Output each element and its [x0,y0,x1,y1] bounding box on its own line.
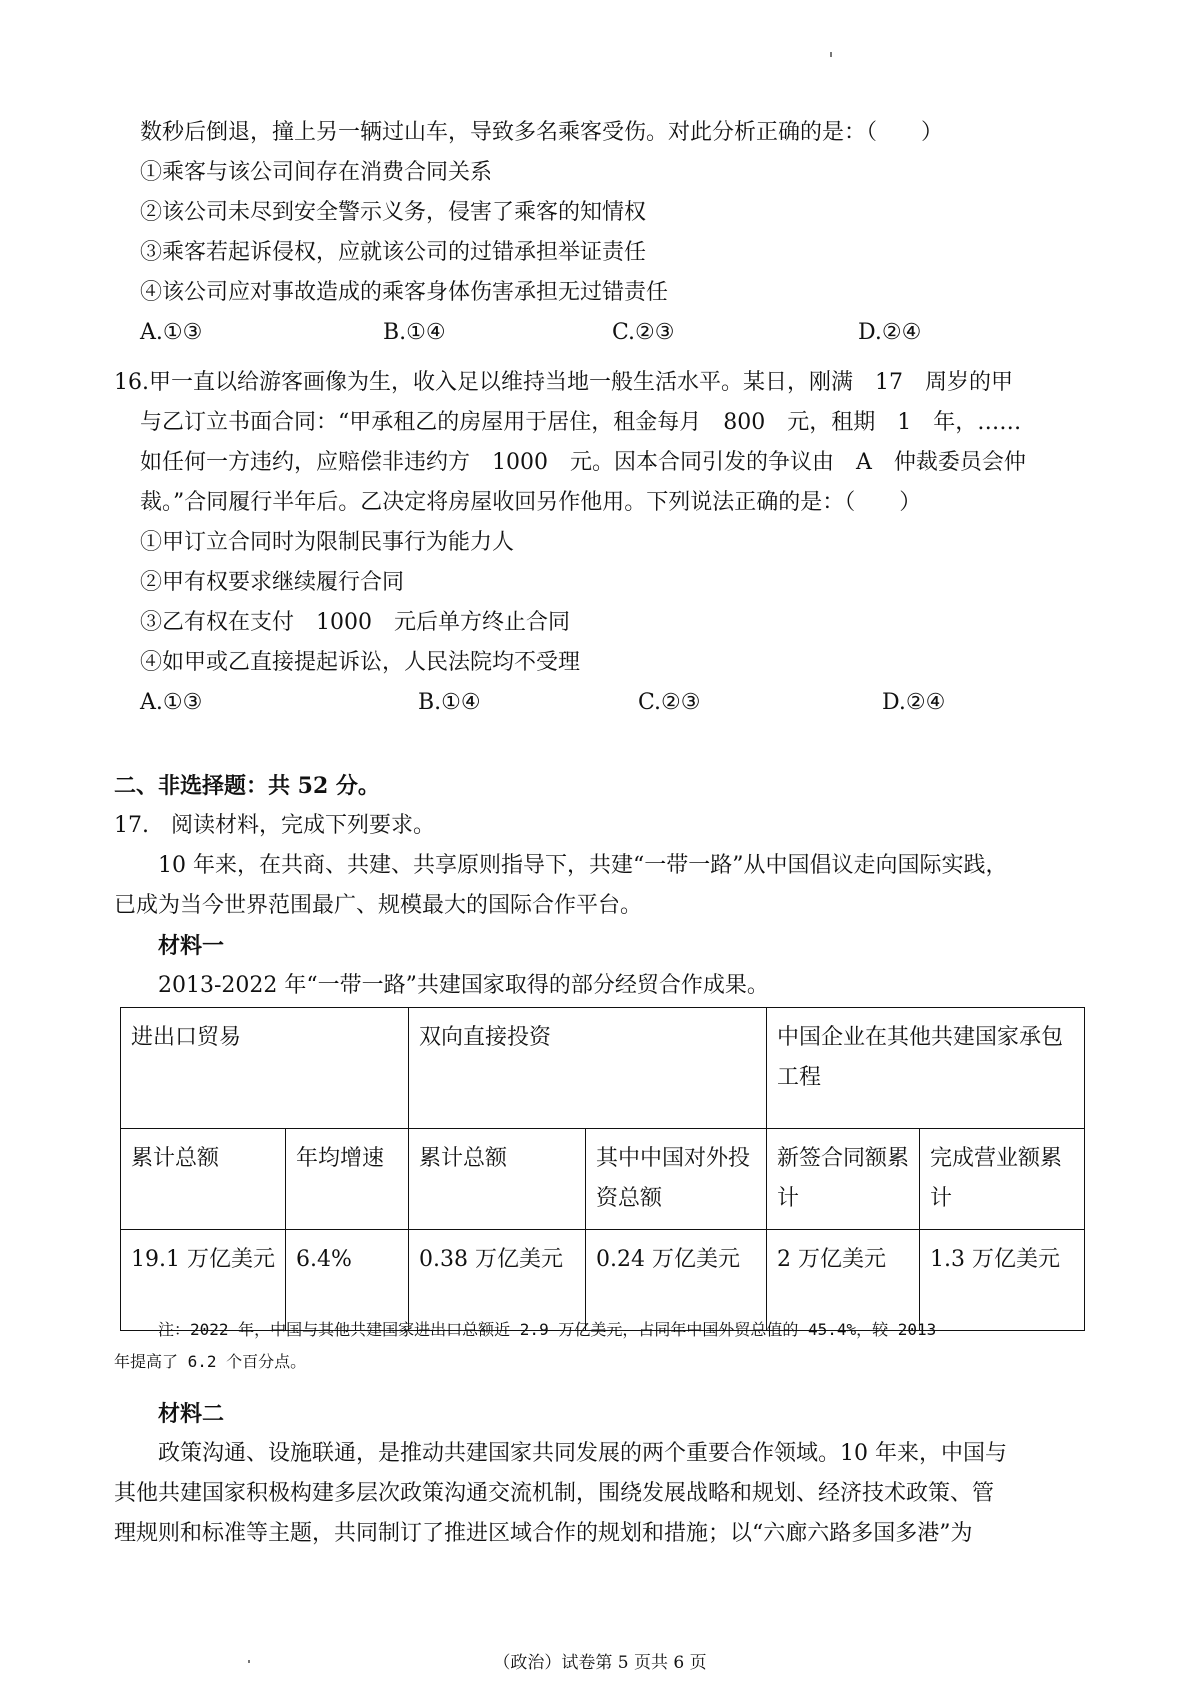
q15-option-a: A.①③ [140,320,203,345]
q16-item-3: ③乙有权在支付 1000 元后单方终止合同 [140,610,570,635]
table-note-2: 年提高了 6.2 个百分点。 [114,1352,307,1371]
table-value-cell: 6.4% [286,1230,409,1331]
material1-caption: 2013-2022 年“一带一路”共建国家取得的部分经贸合作成果。 [158,973,769,998]
table-row [121,1008,1085,1129]
material2-para-1: 政策沟通、设施联通，是推动共建国家共同发展的两个重要合作领域。10 年来，中国与 [158,1441,1007,1466]
table-group-investment: 双向直接投资 [409,1008,767,1129]
material2-para-2: 其他共建国家积极构建多层次政策沟通交流机制，围绕发展战略和规划、经济技术政策、管 [114,1481,995,1506]
q16-item-2: ②甲有权要求继续履行合同 [140,570,405,595]
results-table [120,1007,1085,1331]
table-row [121,1129,1085,1230]
table-group-contracting: 中国企业在其他共建国家承包工程 [767,1008,1085,1129]
q15-item-4: ④该公司应对事故造成的乘客身体伤害承担无过错责任 [140,280,669,305]
q17-para-2: 已成为当今世界范围最广、规模最大的国际合作平台。 [114,893,643,918]
q16-stem-3: 如任何一方违约，应赔偿非违约方 1000 元。因本合同引发的争议由 A 仲裁委员会仲 [140,450,1026,475]
table-note-1: 注：2022 年，中国与其他共建国家进出口总额近 2.9 万亿美元，占同年中国外贸总值的 45.4%，较 2013 [158,1320,937,1339]
q16-item-1: ①甲订立合同时为限制民事行为能力人 [140,530,515,555]
table-value-cell: 19.1 万亿美元 [121,1230,286,1331]
table-header-cell: 完成营业额累计 [920,1129,1085,1230]
table-header-cell: 新签合同额累计 [767,1129,920,1230]
q16-stem-1: 16.甲一直以给游客画像为生，收入足以维持当地一般生活水平。某日，刚满 17 周岁的甲 [114,370,1013,395]
q16-item-4: ④如甲或乙直接提起诉讼，人民法院均不受理 [140,650,581,675]
table-value-cell: 1.3 万亿美元 [920,1230,1085,1331]
q15-item-1: ①乘客与该公司间存在消费合同关系 [140,160,493,185]
q16-option-a: A.①③ [140,690,203,715]
material2-label: 材料二 [158,1401,225,1427]
q17-para-1: 10 年来，在共商、共建、共享原则指导下，共建“一带一路”从中国倡议走向国际实践， [158,853,1008,878]
q16-option-b: B.①④ [418,690,481,715]
material1-label: 材料一 [158,933,225,959]
section-heading: 二、非选择题：共 52 分。 [114,773,380,799]
q16-stem-4: 裁。”合同履行半年后。乙决定将房屋收回另作他用。下列说法正确的是：（ ） [140,490,922,515]
q15-option-c: C.②③ [612,320,675,345]
table-value-cell: 0.24 万亿美元 [586,1230,767,1331]
page-footer: （政治）试卷第 5 页共 6 页 [493,1653,707,1673]
table-header-cell: 其中中国对外投资总额 [586,1129,767,1230]
material2-para-3: 理规则和标准等主题，共同制订了推进区域合作的规划和措施；以“六廊六路多国多港”为 [114,1521,973,1546]
table-row [121,1230,1085,1331]
q16-option-c: C.②③ [638,690,701,715]
table-group-trade: 进出口贸易 [121,1008,409,1129]
table-value-cell: 0.38 万亿美元 [409,1230,586,1331]
q15-item-2: ②该公司未尽到安全警示义务，侵害了乘客的知情权 [140,200,647,225]
table-value-cell: 2 万亿美元 [767,1230,920,1331]
q17-intro: 17. 阅读材料，完成下列要求。 [114,813,435,838]
q16-stem-2: 与乙订立书面合同：“甲承租乙的房屋用于居住，租金每月 800 元，租期 1 年，…… [140,410,1022,435]
q15-item-3: ③乘客若起诉侵权，应就该公司的过错承担举证责任 [140,240,647,265]
q15-option-b: B.①④ [383,320,446,345]
scan-speck [830,52,832,57]
q15-stem: 数秒后倒退，撞上另一辆过山车，导致多名乘客受伤。对此分析正确的是：（ ） [140,120,944,145]
table-header-cell: 累计总额 [409,1129,586,1230]
q15-option-d: D.②④ [858,320,922,345]
table-header-cell: 年均增速 [286,1129,409,1230]
q16-option-d: D.②④ [882,690,946,715]
table-header-cell: 累计总额 [121,1129,286,1230]
